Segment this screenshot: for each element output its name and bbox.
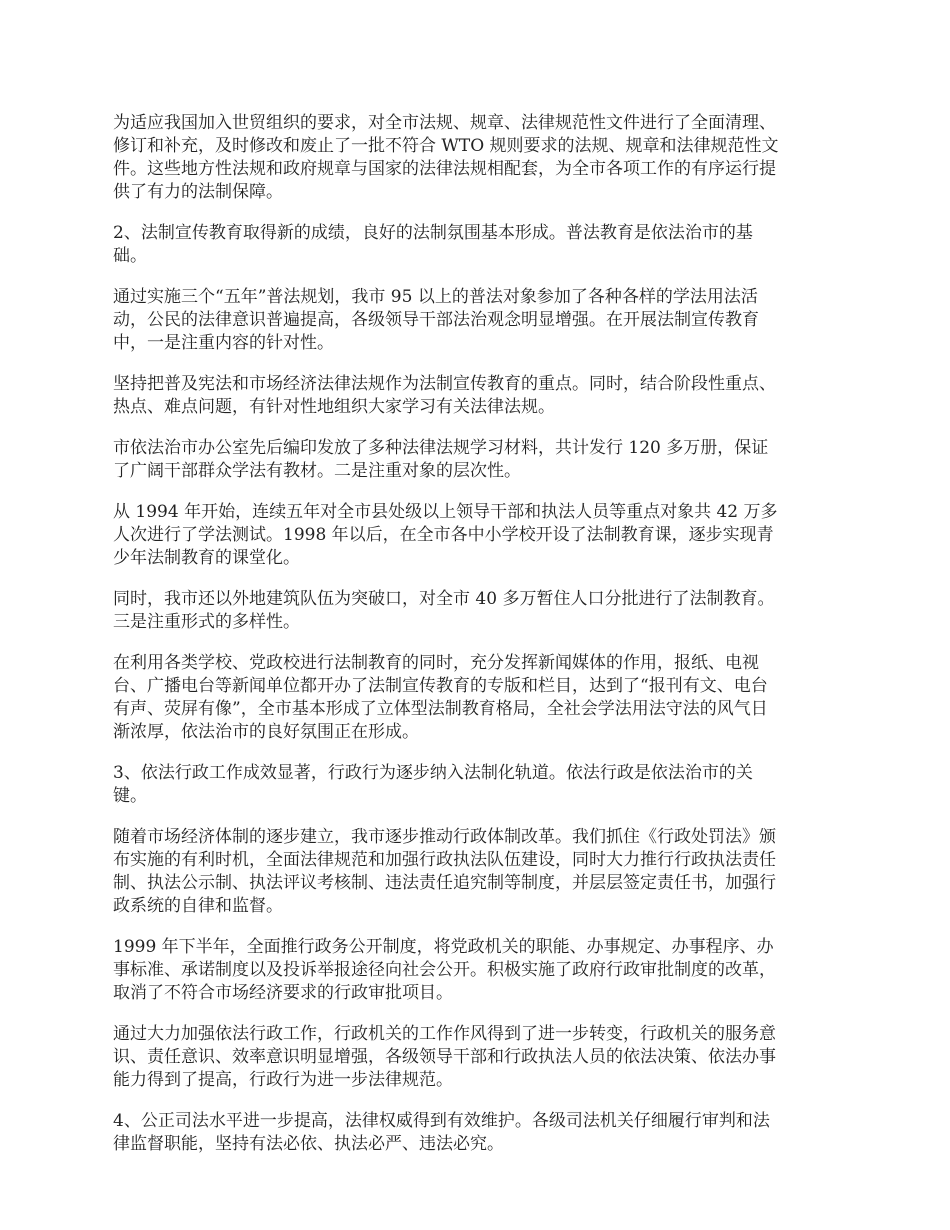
paragraph-2: 2、法制宣传教育取得新的成绩，良好的法制氛围基本形成。普法教育是依法治市的基 础。 [113, 223, 753, 266]
paragraph-4: 坚持把普及宪法和市场经济法律法规作为法制宣传教育的重点。同时，结合阶段性重点、 热点、难点问题，有针对性地组织大家学习有关法律法规。 [113, 374, 776, 417]
paragraph-6: 从 1994 年开始，连续五年对全市县处级以上领导干部和执法人员等重点对象共 42 万多 人次进行了学法测试。1998 年以后，在全市各中小学校开设了法制教育课，逐步实现青 少年法制教育的课堂化。 [113, 502, 778, 568]
paragraph-7: 同时，我市还以外地建筑队伍为突破口，对全市 40 多万暂住人口分批进行了法制教育。 三是注重形式的多样性。 [113, 589, 775, 632]
paragraph-3: 通过实施三个“五年”普法规划，我市 95 以上的普法对象参加了各种各样的学法用法活 动，公民的法律意识普遍提高，各级领导干部法治观念明显增强。在开展法制宣传教育 中，一是注重内容的针对性。 [113, 287, 759, 353]
paragraph-9: 3、依法行政工作成效显著，行政行为逐步纳入法制化轨道。依法行政是依法治市的关 键。 [113, 763, 753, 806]
paragraph-5: 市依法治市办公室先后编印发放了多种法律法规学习材料，共计发行 120 多万册，保证 了广阔干部群众学法有教材。二是注重对象的层次性。 [113, 438, 769, 481]
paragraph-10: 随着市场经济体制的逐步建立，我市逐步推动行政体制改革。我们抓住《行政处罚法》颁 布实施的有利时机，全面法律规范和加强行政执法队伍建设，同时大力推行行政执法责任 制、执法公示制、执法评议考核制、违法责任追究制等制度，并层层签定责任书，加强行 政系统的自律和监督。 [113, 827, 776, 916]
paragraph-11: 1999 年下半年，全面推行政务公开制度，将党政机关的职能、办事规定、办事程序、办 事标准、承诺制度以及投诉举报途径向社会公开。积极实施了政府行政审批制度的改革， 取消了不符合市场经济要求的行政审批项目。 [113, 937, 776, 1003]
paragraph-12: 通过大力加强依法行政工作，行政机关的工作作风得到了进一步转变，行政机关的服务意 识、责任意识、效率意识明显增强，各级领导干部和行政执法人员的依法决策、依法办事 能力得到了提高，行政行为进一步法律规范。 [113, 1024, 776, 1090]
paragraph-8: 在利用各类学校、党政校进行法制教育的同时，充分发挥新闻媒体的作用，报纸、电视 台、广播电台等新闻单位都开办了法制宣传教育的专版和栏目，达到了“报刊有文、电台 有声、荧屏有像”，全市基本形成了立体型法制教育格局，全社会学法用法守法的风气日 渐浓厚，依法治市的良好氛围正在形成。 [113, 653, 768, 742]
paragraph-13: 4、公正司法水平进一步提高，法律权威得到有效维护。各级司法机关仔细履行审判和法 律监督职能，坚持有法必依、执法必严、违法必究。 [113, 1111, 770, 1154]
paragraph-1: 为适应我国加入世贸组织的要求，对全市法规、规章、法律规范性文件进行了全面清理、 修订和补充，及时修改和废止了一批不符合 WTO 规则要求的法规、规章和法律规范性文 件。这些地方性法规和政府规章与国家的法律法规相配套，为全市各项工作的有序运行提 供了有力的法制保障。 [113, 113, 779, 202]
